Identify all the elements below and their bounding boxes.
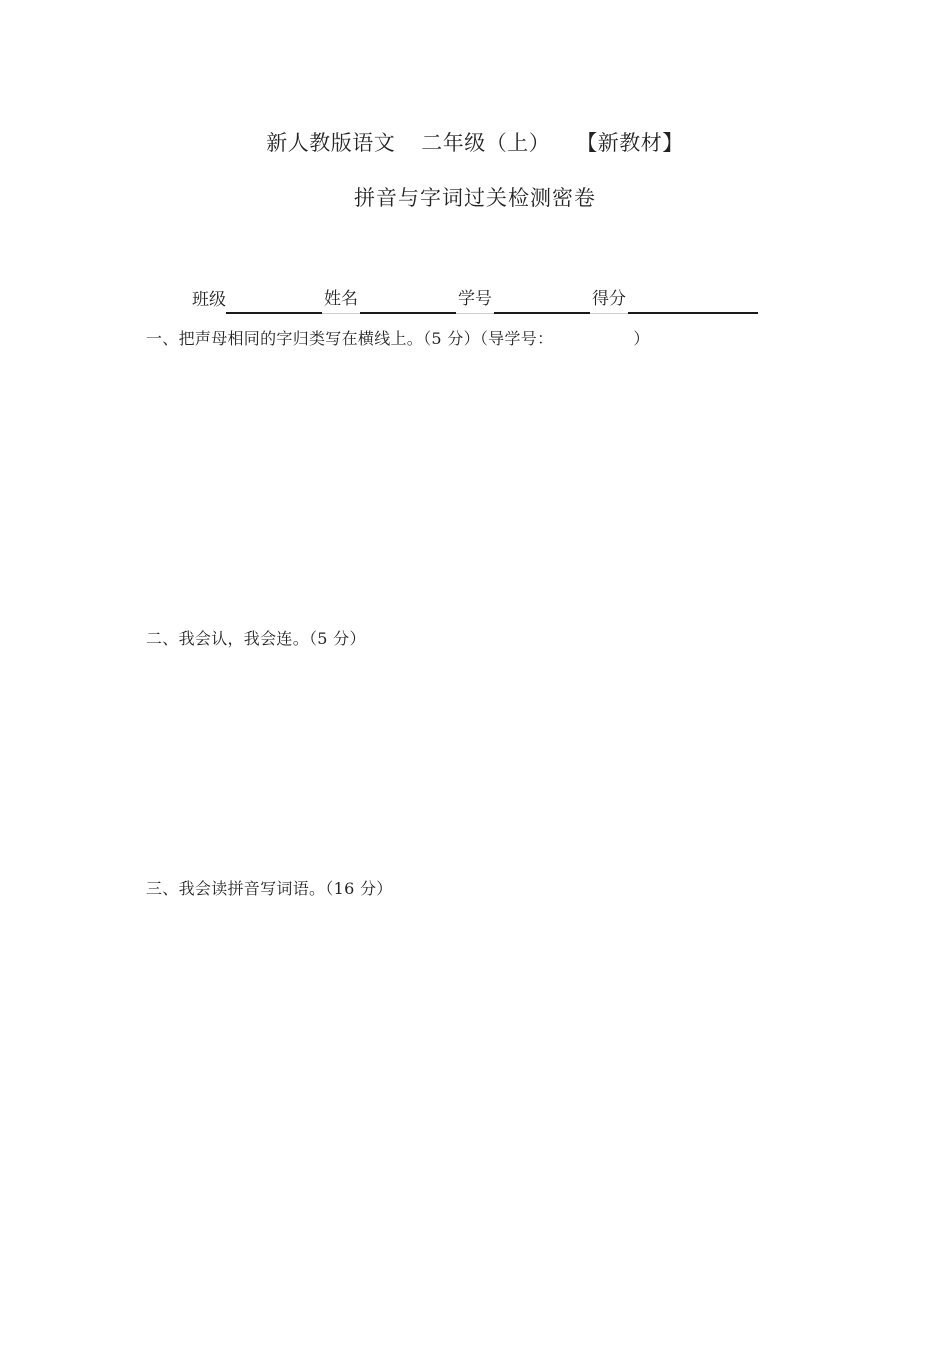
question-3: 三、我会读拼音写词语。（16 分）: [146, 879, 393, 898]
exam-title: [0, 128, 950, 158]
title-grade: 二年级（上）: [421, 131, 551, 155]
class-label: 班级: [192, 290, 226, 310]
exam-subtitle: 拼音与字词过关检测密卷: [354, 186, 596, 210]
class-blank[interactable]: [226, 312, 322, 314]
name-label: 姓名: [322, 288, 360, 314]
question-1-text: 一、把声母相同的字归类写在横线上。（5 分）（导学号：: [146, 329, 554, 348]
question-1-close: ）: [633, 329, 650, 348]
number-blank[interactable]: [494, 312, 590, 314]
score-blank[interactable]: [628, 312, 758, 314]
title-tag: 【新教材】: [576, 131, 684, 155]
number-label: 学号: [456, 288, 494, 314]
name-blank[interactable]: [360, 312, 456, 314]
student-info-row: [192, 286, 758, 314]
question-1: [146, 328, 650, 350]
title-subject: 新人教版语文: [266, 131, 396, 155]
score-label: 得分: [590, 288, 628, 314]
question-2: 二、我会认，我会连。（5 分）: [146, 629, 366, 648]
